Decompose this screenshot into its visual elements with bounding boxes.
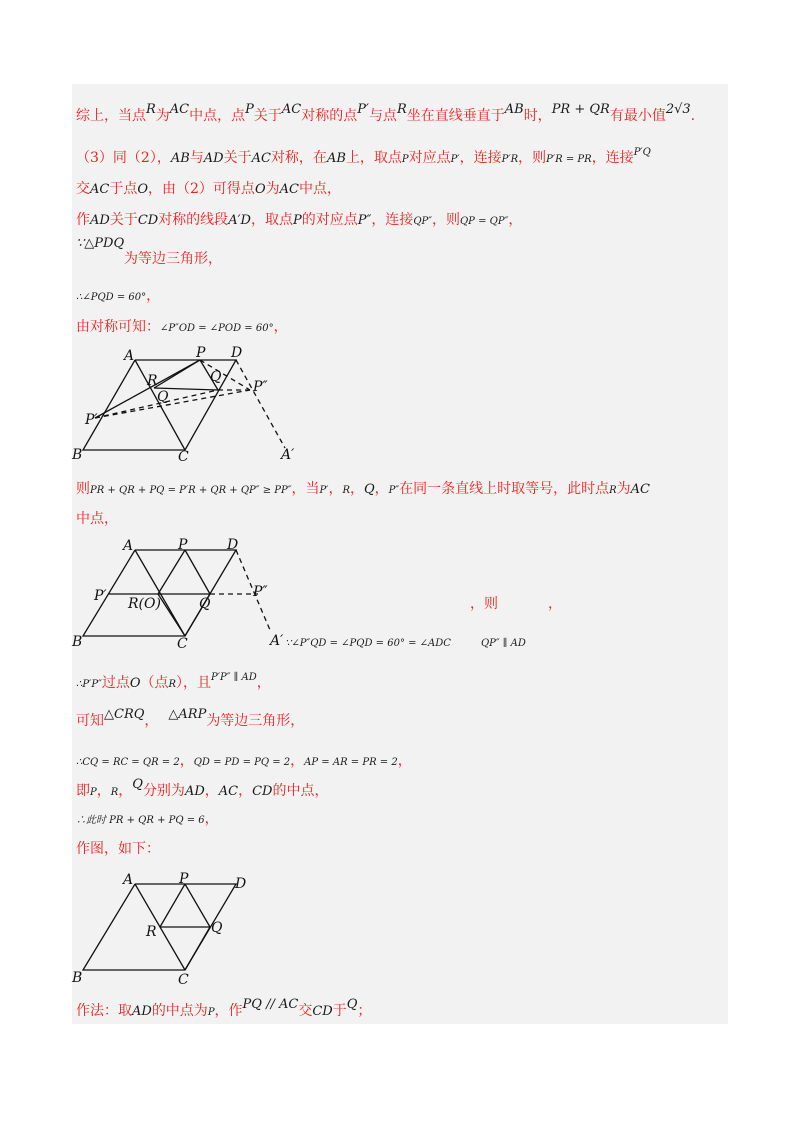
text: 可知 (76, 713, 104, 729)
text: 有最小值 (609, 108, 666, 124)
math: AB (504, 102, 524, 117)
dashed-P1-P2 (95, 390, 250, 418)
text: 交 (298, 1003, 313, 1019)
math: ∠P″OD = ∠POD = 60° (160, 323, 274, 334)
math: P (401, 154, 409, 165)
math: ∴P′P″ (76, 679, 102, 690)
text: ，作 (214, 1003, 243, 1019)
text: ， (290, 753, 305, 769)
text: 关于 (253, 108, 282, 124)
math: AD (90, 213, 110, 228)
text: 与点 (368, 108, 397, 124)
math: P′ (357, 102, 369, 117)
math: P″ (388, 485, 400, 496)
math: P′ (450, 154, 460, 165)
math: P (207, 1007, 215, 1018)
text: ， (273, 319, 288, 335)
text: 坐在直线垂直于 (406, 108, 505, 124)
text: 作 (76, 212, 90, 228)
label-B: B (72, 634, 83, 650)
text: 的中点， (272, 783, 329, 799)
text: 中点，点 (189, 108, 246, 124)
label-Q-lower: Q (157, 389, 169, 405)
geometry-figure-1 (70, 345, 310, 470)
text: ， (374, 481, 389, 497)
text: 对称的点 (301, 108, 358, 124)
math: CD (137, 213, 159, 228)
math: P′P″ ∥ AD (211, 672, 257, 683)
math: 2√3 (665, 102, 691, 117)
text: 交 (76, 181, 90, 197)
text: 中点， (76, 511, 118, 527)
label-A-prime: A′ (270, 633, 284, 649)
math: AC (169, 102, 190, 117)
math: △ARP (168, 707, 207, 722)
text: ，则 (518, 150, 547, 166)
text: 中点， (298, 181, 341, 197)
math: P′ (319, 485, 329, 496)
text: ， (548, 596, 562, 612)
math: AD (184, 784, 205, 799)
geometry-figure-2 (70, 535, 290, 650)
math: R (146, 102, 156, 117)
text: ， (397, 753, 412, 769)
text: ， (349, 481, 364, 497)
math: AB (170, 151, 190, 166)
math: AC (630, 482, 650, 497)
text: ， (144, 713, 159, 729)
text: （3）同（2）， (76, 150, 171, 166)
math: AP = AR = PR = 2 (304, 757, 398, 768)
text: ，连接 (459, 150, 502, 166)
text: ），且 (176, 675, 212, 691)
math: O (129, 676, 141, 691)
math: PR + QR (551, 102, 610, 117)
math: QD = PD = PQ = 2 (193, 757, 291, 768)
label-C: C (177, 636, 188, 652)
math: P′R (501, 154, 519, 165)
text: 由对称可知： (76, 319, 160, 335)
label-A-prime: A′ (281, 447, 295, 463)
math: O (254, 182, 266, 197)
text: 于点 (109, 181, 138, 197)
label-C: C (178, 449, 189, 465)
segment-PR (160, 884, 185, 927)
text: ； (357, 1003, 372, 1019)
segment-PQ (185, 550, 210, 594)
text-line-11 (470, 595, 562, 613)
segment-PR (158, 550, 185, 594)
text: ，连接 (591, 150, 634, 166)
math: P (90, 787, 97, 798)
label-P: P (196, 345, 206, 361)
text: 对称的线段 (158, 212, 229, 228)
text: 对应点 (408, 150, 451, 166)
math: QP = QP″ (459, 216, 509, 227)
text: ， (204, 811, 219, 827)
text: 上，取点 (345, 150, 402, 166)
text: . (690, 108, 696, 124)
geometry-figure-3 (70, 870, 260, 988)
label-Q-upper: Q (210, 369, 222, 385)
text: 作图，如下： (76, 841, 160, 857)
math: QP″ ∥ AD (480, 638, 526, 649)
text-line-4 (76, 211, 522, 231)
text: 为 (265, 181, 280, 197)
math: AC (251, 151, 271, 166)
math: P″ (357, 213, 372, 228)
label-B: B (72, 447, 83, 463)
text: ， (118, 783, 133, 799)
text-line-6 (124, 250, 222, 268)
text: 分别为 (142, 783, 185, 799)
math: P (292, 213, 302, 228)
math: ∴CQ = RC = QR = 2 (76, 757, 180, 768)
label-Q: Q (199, 596, 211, 612)
text: ，取点 (250, 212, 293, 228)
math: P (245, 102, 254, 117)
text-line-14 (76, 707, 305, 731)
text: （点 (140, 675, 169, 691)
text: 作法：取 (76, 1003, 132, 1019)
label-C: C (178, 972, 189, 988)
math: QP″ (413, 216, 432, 227)
text: ，由（2）可得点 (148, 181, 255, 197)
math: A′D (228, 213, 251, 228)
text: 于 (332, 1003, 347, 1019)
math: Q (132, 777, 143, 792)
text-line-18 (76, 840, 160, 858)
label-A: A (123, 872, 134, 888)
text: 关于 (109, 212, 138, 228)
math: AC (90, 182, 110, 197)
text: 时， (523, 108, 552, 124)
text-line-7 (76, 287, 160, 307)
label-R-O: R(O) (128, 596, 161, 612)
math: AB (326, 151, 346, 166)
text: 为等边三角形， (206, 713, 305, 729)
label-P-double-prime: P″ (253, 584, 268, 600)
text: 在同一条直线上时取等号，此时点 (399, 481, 610, 497)
label-P-prime: P′ (94, 588, 107, 604)
text: 过点 (101, 675, 130, 691)
math: Q (346, 997, 358, 1012)
math: P′R = PR (546, 154, 592, 165)
text: ，当 (291, 481, 320, 497)
text: ， (328, 481, 343, 497)
text-line-13 (76, 674, 271, 694)
text: ，连接 (371, 212, 414, 228)
text: ， (256, 675, 271, 691)
text: 则 (76, 481, 90, 497)
text-line-1 (76, 102, 696, 126)
text: ，则 (470, 596, 498, 612)
math: △CRQ (104, 707, 145, 722)
math: R (342, 485, 350, 496)
text-line-2 (76, 149, 651, 169)
text: ， (204, 783, 219, 799)
label-P-double-prime: P″ (253, 379, 268, 395)
math: PR + QR + PQ = P′R + QR + QP″ ≥ PP″ (90, 485, 292, 496)
text-line-8 (76, 318, 288, 338)
segment-RC-parallel (158, 594, 185, 636)
text-line-10 (76, 510, 118, 528)
math: ∴∠PQD = 60° (76, 292, 147, 303)
label-R: R (146, 924, 157, 940)
label-D: D (227, 537, 239, 553)
text-line-17 (76, 810, 219, 830)
text: 为等边三角形， (124, 251, 222, 267)
text: ，则 (431, 212, 460, 228)
math: CD (252, 784, 273, 799)
label-P: P (179, 871, 189, 887)
text: ， (96, 783, 111, 799)
text: 为 (616, 481, 631, 497)
label-B: B (72, 970, 83, 986)
text: 与 (189, 150, 204, 166)
text: 为 (155, 108, 170, 124)
math: R (168, 679, 177, 690)
text-line-5 (76, 234, 124, 253)
math: R (396, 102, 407, 117)
math: R (609, 485, 617, 496)
dashed-D-A1 (236, 360, 285, 448)
text-line-19 (76, 997, 372, 1022)
math: ∵∠P″QD = ∠PQD = 60° = ∠ADC (285, 638, 451, 649)
math: R (110, 787, 119, 798)
text: 即 (76, 783, 90, 799)
label-A: A (123, 538, 134, 554)
text-line-15 (76, 752, 412, 772)
label-R: R (147, 373, 158, 389)
text-line-9 (76, 480, 650, 500)
text: ， (508, 212, 523, 228)
math: P′Q (633, 147, 651, 158)
text: 的对应点 (301, 212, 358, 228)
label-P: P (178, 537, 188, 553)
math: AC (279, 182, 299, 197)
text: ， (179, 753, 194, 769)
math: CD (312, 1004, 333, 1019)
segment-QC (185, 927, 210, 970)
math: Q (363, 482, 375, 497)
text: 关于 (223, 150, 252, 166)
math: PQ // AC (242, 997, 299, 1012)
math: AC (281, 102, 302, 117)
math: AC (218, 784, 239, 799)
label-D: D (235, 876, 247, 892)
text: 对称，在 (270, 150, 327, 166)
text: ， (238, 783, 253, 799)
text: 综上，当点 (76, 108, 146, 124)
text-line-3 (76, 180, 341, 199)
text: ， (146, 288, 161, 304)
math: O (137, 182, 149, 197)
math: AD (203, 151, 224, 166)
text: 的中点为 (151, 1003, 208, 1019)
text-line-16 (76, 777, 329, 802)
segment-PQ (185, 884, 210, 927)
label-Q: Q (211, 920, 223, 936)
label-D: D (231, 345, 243, 361)
dashed-P-P2 (200, 360, 250, 390)
math: ∵△PDQ (76, 236, 125, 251)
math: AD (132, 1004, 152, 1019)
text-line-12 (285, 633, 526, 653)
label-A: A (124, 348, 135, 364)
label-P-prime: P′ (85, 412, 98, 428)
math: ∴此时 PR + QR + PQ = 6 (76, 815, 205, 826)
